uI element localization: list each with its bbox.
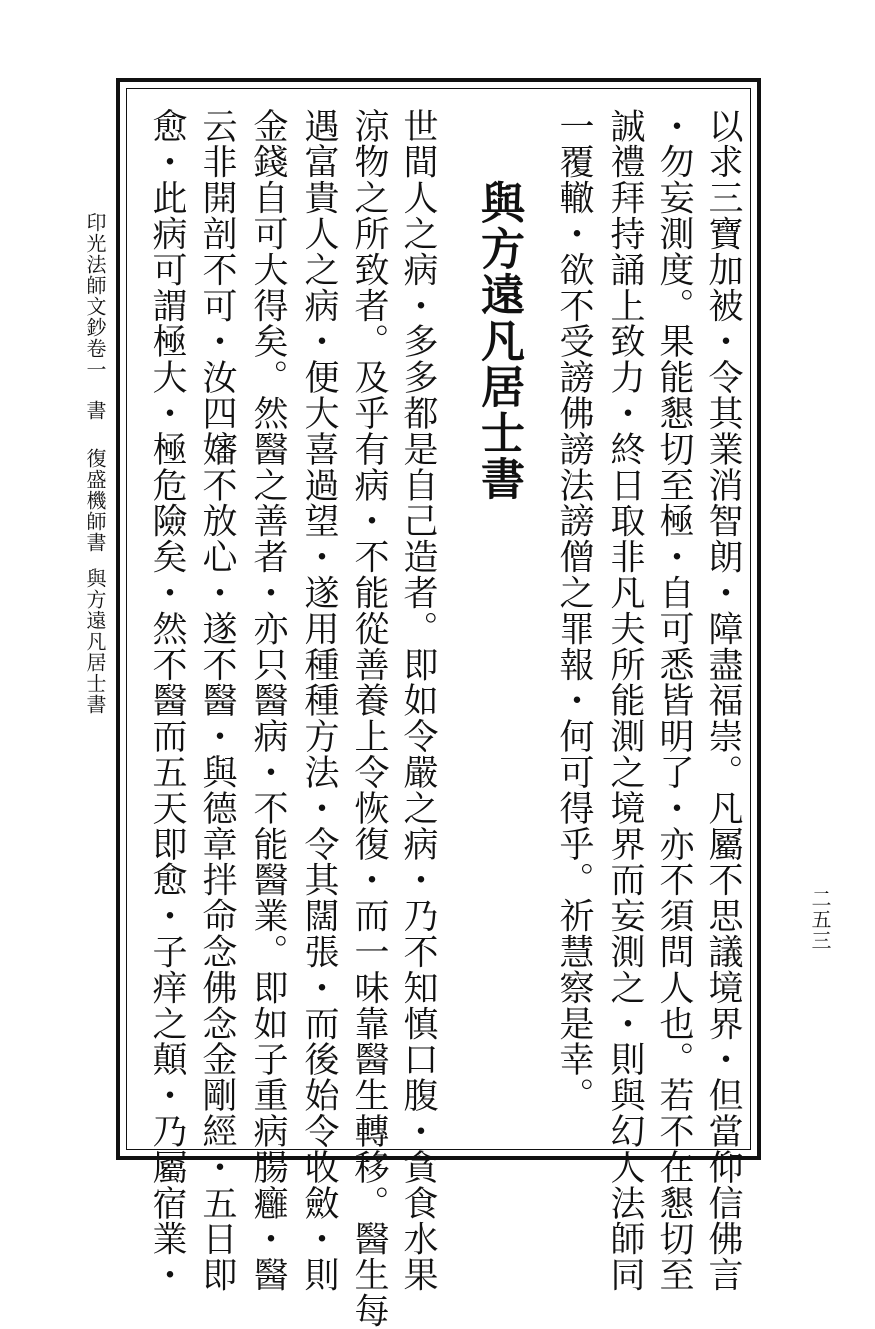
text-column-4: 一覆轍・欲不受謗佛謗法謗僧之罪報・何可得乎。祈慧察是幸。	[554, 108, 594, 1114]
running-header-prev-letter: 復盛機師書	[83, 448, 107, 553]
text-column-9: 云非開剖不可・汝四嬸不放心・遂不醫・與德章拌命念佛念金剛經・五日即	[197, 108, 237, 1293]
text-column-5: 世間人之病・多多都是自己造者。即如令嚴之病・乃不知慎口腹・貪食水果	[398, 108, 438, 1293]
running-header-current-letter: 與方遠凡居士書	[83, 568, 107, 715]
text-column-2: ・勿妄測度。果能懇切至極・自可悉皆明了・亦不須問人也。若不在懇切至	[654, 108, 694, 1293]
text-column-1: 以求三寶加被・令其業消智朗・障盡福崇。凡屬不思議境界・但當仰信佛言	[703, 108, 743, 1293]
text-column-3: 誠禮拜持誦上致力・終日取非凡夫所能測之境界而妄測之・則與幻人法師同	[605, 108, 645, 1293]
running-header-section: 書	[83, 400, 107, 421]
text-column-7: 遇富貴人之病・便大喜過望・遂用種種方法・令其闊張・而後始令收斂・則	[299, 108, 339, 1293]
running-header-book: 印光法師文鈔卷一	[83, 212, 107, 380]
letter-title: 與方遠凡居士書	[473, 180, 524, 502]
page-number: 二五三	[808, 888, 832, 951]
text-column-6: 涼物之所致者。及乎有病・不能從善養上令恢復・而一味靠醫生轉移。醫生每	[349, 108, 389, 1329]
text-column-8: 金錢自可大得矣。然醫之善者・亦只醫病・不能醫業。即如子重病腸癰・醫	[248, 108, 288, 1293]
text-column-10: 愈・此病可謂極大・極危險矣・然不醫而五天即愈・子痒之顛・乃屬宿業・	[147, 108, 187, 1293]
